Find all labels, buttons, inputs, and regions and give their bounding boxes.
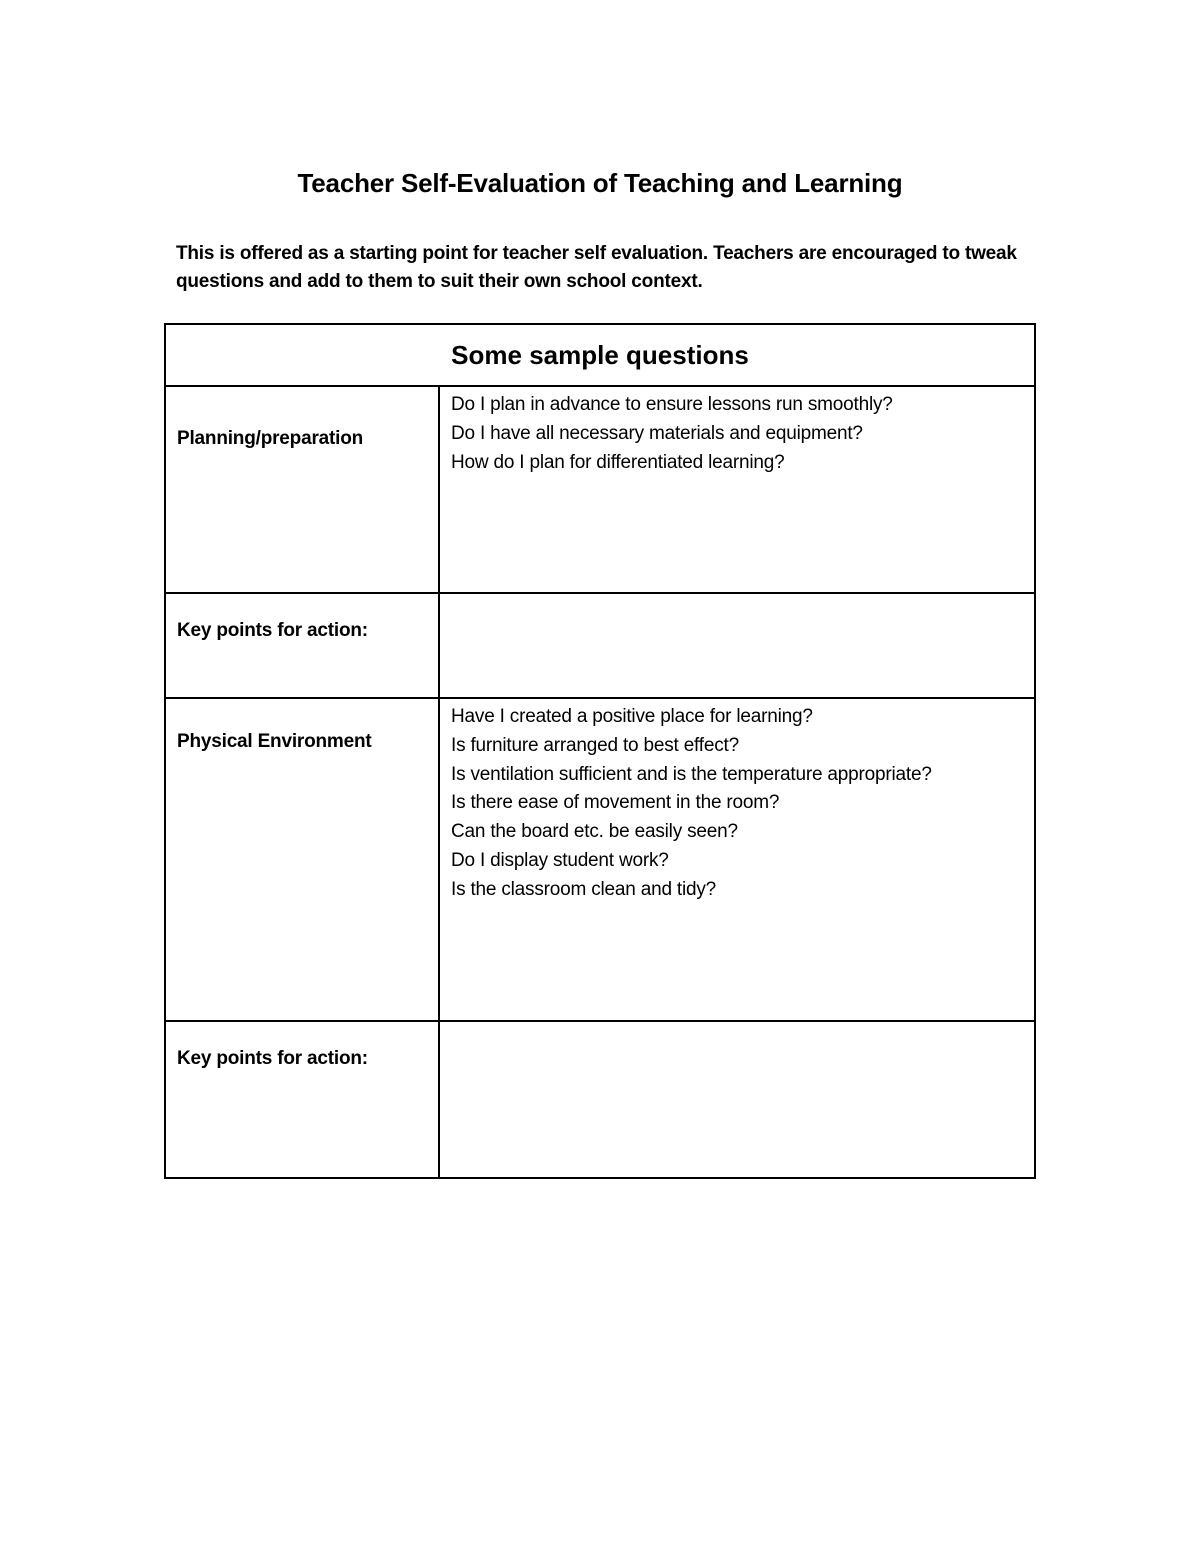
row-label-action-points-2: Key points for action: (165, 1021, 439, 1178)
table-row-planning (165, 386, 1035, 593)
question-item: Do I plan in advance to ensure lessons run smoothly? (451, 394, 893, 415)
sample-questions-table (164, 323, 1036, 1179)
table-row-action-points-1 (165, 593, 1035, 698)
table-row-physical-environment (165, 698, 1035, 1021)
question-item: Is the classroom clean and tidy? (451, 878, 717, 900)
intro-paragraph: This is offered as a starting point for teacher self evaluation. Teachers are encouraged to tweak questions and add to them to suit their own school context. (176, 243, 1017, 292)
page-title: Teacher Self-Evaluation of Teaching and Learning (297, 168, 903, 198)
question-item: Is there ease of movement in the room? (451, 792, 780, 814)
questions-cell-physical-environment (439, 698, 1035, 1021)
row-label-planning: Planning/preparation (165, 386, 439, 593)
row-label-physical-environment: Physical Environment (165, 698, 439, 1021)
table-heading: Some sample questions (165, 324, 1035, 386)
question-item: Is ventilation sufficient and is the temperature appropriate? (451, 763, 932, 785)
table-row-action-points-2 (165, 1021, 1035, 1178)
action-points-field-1[interactable] (439, 593, 1035, 698)
row-label-action-points-1: Key points for action: (165, 593, 439, 698)
question-item: Is furniture arranged to best effect? (451, 734, 739, 756)
question-item: Can the board etc. be easily seen? (451, 821, 738, 843)
question-list-planning (451, 391, 1034, 477)
question-item: Have I created a positive place for learning? (451, 706, 813, 727)
question-item: Do I have all necessary materials and equipment? (451, 422, 863, 444)
question-list-physical-environment (451, 703, 1034, 905)
action-points-field-2[interactable] (439, 1021, 1035, 1178)
questions-cell-planning (439, 386, 1035, 593)
question-item: How do I plan for differentiated learning? (451, 451, 785, 473)
question-item: Do I display student work? (451, 849, 669, 871)
